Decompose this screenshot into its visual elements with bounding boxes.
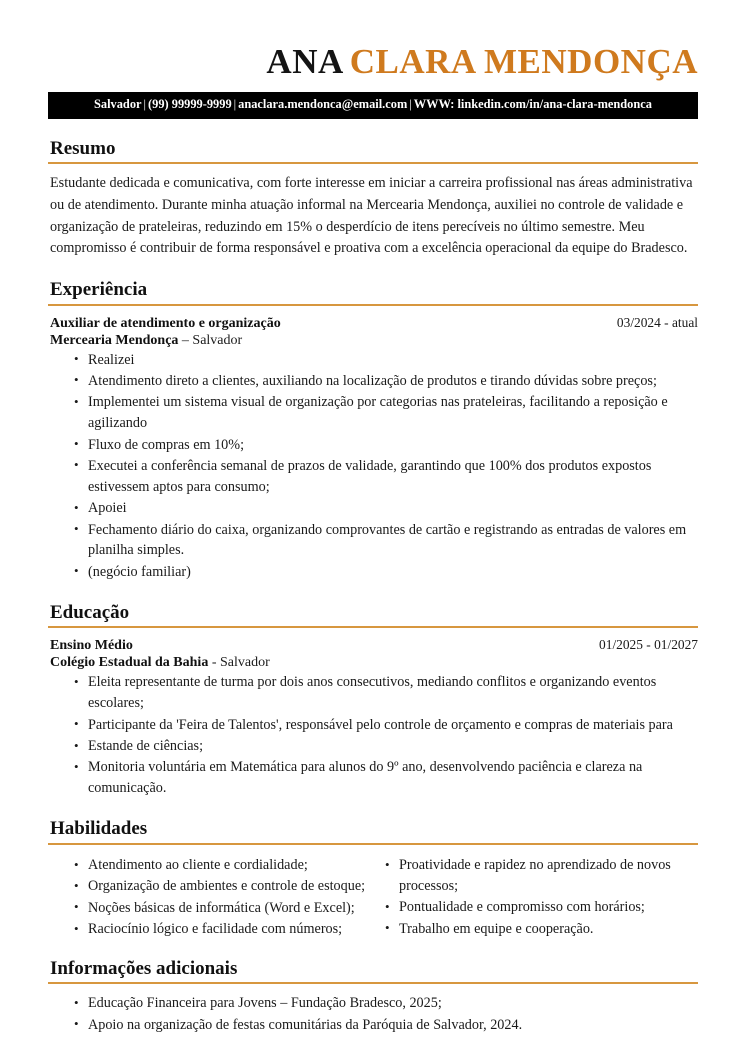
education-degree: Ensino Médio (50, 638, 133, 654)
contact-location: Salvador (94, 97, 142, 111)
contact-phone: (99) 99999-9999 (148, 97, 232, 111)
education-bullet-list (48, 672, 698, 799)
list-item: • Proatividade e rapidez no aprendizado de novos processos; (385, 855, 698, 897)
candidate-last-name: CLARA MENDONÇA (349, 42, 698, 81)
summary-text: Estudante dedicada e comunicativa, com forte interesse em iniciar a carreira profissional nas áreas administrativa ou de atendimento. Durante minha atuação informal na Mercearia Mendonça, auxiliei no controle de validade e organização de prateleiras, reduzindo em 15% o desperdício de itens perecíveis no último semestre. Meu compromisso é contribuir de forma responsável e proativa com a excelência operacional da equipe do Bradesco. (50, 175, 693, 257)
education-entry-header (50, 637, 698, 654)
experience-role: Auxiliar de atendimento e organização (50, 315, 281, 331)
education-institution: Colégio Estadual da Bahia (50, 655, 209, 671)
skills-columns (48, 854, 698, 941)
list-item: • Pontualidade e compromisso com horários; (385, 897, 698, 918)
section-title-summary: Resumo (50, 137, 116, 159)
education-location: - Salvador (208, 655, 270, 671)
additional-info-list (48, 993, 698, 1035)
list-item: • Realizei (74, 350, 698, 371)
section-title-experience: Experiência (50, 278, 148, 300)
list-item: • (negócio familiar) (74, 562, 698, 583)
contact-email[interactable]: anaclara.mendonca@email.com (238, 97, 408, 111)
experience-date: 03/2024 - atual (616, 314, 698, 330)
list-item: • Executei a conferência semanal de prazos de validade, garantindo que 100% dos produtos expostos estivessem aptos para consumo; (74, 456, 698, 498)
section-experience (48, 279, 698, 583)
contact-bar (48, 92, 698, 119)
list-item: • Monitoria voluntária em Matemática para alunos do 9º ano, desenvolvendo paciência e clareza na comunicação. (74, 757, 698, 799)
section-rule (48, 982, 698, 984)
section-title-skills: Habilidades (50, 818, 148, 840)
list-item: • Noções básicas de informática (Word e Excel); (74, 898, 373, 919)
list-item: • Raciocínio lógico e facilidade com números; (74, 919, 373, 940)
section-additional-info (48, 958, 698, 1036)
list-item: • Apoio na organização de festas comunitárias da Paróquia de Salvador, 2024. (74, 1015, 698, 1036)
section-title-additional-info: Informações adicionais (50, 957, 238, 979)
contact-separator: | (143, 97, 147, 111)
contact-website[interactable]: linkedin.com/in/ana-clara-mendonca (457, 97, 652, 111)
section-summary (48, 138, 698, 260)
section-education (48, 602, 698, 800)
section-rule (48, 626, 698, 628)
list-item: • Participante da 'Feira de Talentos', responsável pelo controle de orçamento e compras de materiais para (74, 715, 698, 736)
experience-org-line (50, 333, 698, 349)
list-item: • Trabalho em equipe e cooperação. (385, 919, 698, 940)
skills-list-right (373, 855, 698, 940)
resume-content (48, 0, 698, 1036)
education-entry (48, 637, 698, 799)
section-title-education: Educação (50, 601, 130, 623)
experience-organization: Mercearia Mendonça (50, 332, 179, 348)
list-item: • Atendimento direto a clientes, auxiliando na localização de produtos e tirando dúvidas sobre preços; (74, 371, 698, 392)
list-item: • Apoiei (74, 498, 698, 519)
list-item: • Fluxo de compras em 10%; (74, 435, 698, 456)
experience-entry-header (50, 315, 698, 332)
experience-entry (48, 315, 698, 583)
section-rule (48, 843, 698, 845)
list-item: • Fechamento diário do caixa, organizando comprovantes de cartão e registrando as entradas de valores em planilha simples. (74, 520, 698, 562)
section-skills (48, 818, 698, 940)
skills-column-right (373, 854, 698, 941)
experience-bullet-list (48, 350, 698, 583)
skills-column-left (48, 854, 373, 941)
skills-list-left (48, 855, 373, 940)
list-item: • Estande de ciências; (74, 736, 698, 757)
list-item: • Atendimento ao cliente e cordialidade; (74, 855, 373, 876)
contact-separator: | (409, 97, 412, 111)
list-item: • Organização de ambientes e controle de estoque; (74, 876, 373, 897)
section-rule (48, 162, 698, 164)
experience-location: – Salvador (178, 332, 243, 348)
candidate-name (48, 44, 698, 79)
contact-website-label: WWW: (413, 97, 455, 111)
list-item: • Educação Financeira para Jovens – Fundação Bradesco, 2025; (74, 993, 698, 1014)
education-institution-line (50, 655, 698, 671)
section-rule (48, 304, 698, 306)
education-date: 01/2025 - 01/2027 (599, 637, 698, 653)
candidate-first-name: ANA (266, 42, 344, 81)
list-item: • Eleita representante de turma por dois anos consecutivos, mediando conflitos e organizando eventos escolares; (74, 672, 698, 714)
contact-separator: | (233, 97, 237, 111)
list-item: • Implementei um sistema visual de organização por categorias nas prateleiras, facilitando a reposição e agilizando (74, 392, 698, 434)
